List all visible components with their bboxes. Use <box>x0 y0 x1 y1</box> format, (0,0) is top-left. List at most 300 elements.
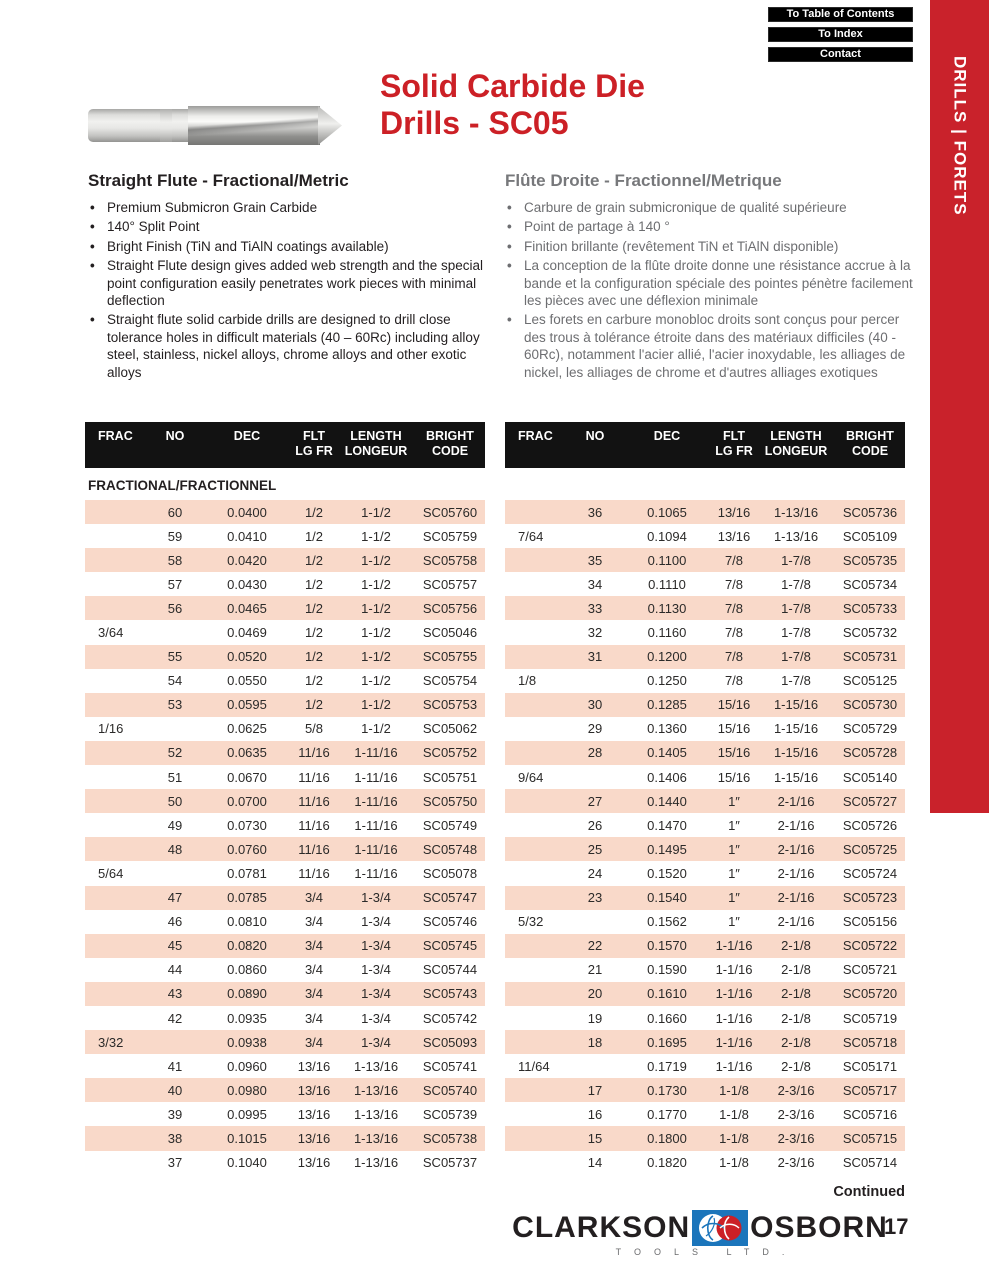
table-cell: 1/2 <box>304 673 324 689</box>
table-cell: 1-1/16 <box>715 986 753 1002</box>
table-cell: 0.0595 <box>227 697 267 713</box>
drill-table-left <box>85 422 485 1171</box>
table-cell: 0.0550 <box>227 673 267 689</box>
table-cell: 13/16 <box>297 1130 331 1146</box>
table-cell: 21 <box>587 962 603 978</box>
table-cell: SC05734 <box>842 576 898 592</box>
table-cell: 1/2 <box>304 528 324 544</box>
table-body-left <box>85 500 485 1175</box>
table-cell: 0.1200 <box>647 649 687 665</box>
table-cell: 15/16 <box>717 745 751 761</box>
table-cell: 56 <box>167 600 183 616</box>
table-cell: 1-3/4 <box>361 1034 391 1050</box>
table-cell: 1/2 <box>304 697 324 713</box>
table-cell: 1-7/8 <box>781 625 811 641</box>
table-cell: 11/16 <box>298 841 330 857</box>
table-row <box>505 982 905 1006</box>
bullet-item: • Les forets en carbure monobloc droits sont conçus pour percer des trous à tolérance étroite dans des matériaux difficiles (40 - 60Rc), notamment l'acier allié, l'acier inoxydable, les alliages de nickel, les alliages de chrome et d'autres alliages exotiques <box>505 311 915 381</box>
table-cell: 1-13/16 <box>353 1130 399 1146</box>
table-row <box>85 1102 485 1126</box>
bullet-item: • Point de partage à 140 ° <box>505 218 915 235</box>
table-row <box>505 741 905 765</box>
table-row <box>85 861 485 885</box>
table-cell: 1-11/16 <box>354 745 398 761</box>
table-row <box>505 813 905 837</box>
table-cell: 0.0785 <box>227 890 267 906</box>
table-cell: 35 <box>587 552 603 568</box>
table-cell: 43 <box>167 986 183 1002</box>
heading-french: Flûte Droite - Fractionnel/Metrique <box>505 171 782 190</box>
table-cell: SC05716 <box>842 1106 898 1122</box>
table-cell: 1-1/2 <box>361 721 391 737</box>
table-cell: 1-1/16 <box>715 962 753 978</box>
table-cell: 1-1/2 <box>361 649 391 665</box>
table-header-right <box>505 422 905 468</box>
table-cell: SC05744 <box>422 962 478 978</box>
column-header: FRAC <box>518 429 553 443</box>
table-cell: SC05737 <box>422 1155 478 1171</box>
company-logo <box>512 1210 888 1257</box>
table-cell: SC05758 <box>422 552 478 568</box>
table-cell: SC05735 <box>842 552 898 568</box>
table-cell: 5/8 <box>304 721 324 737</box>
table-row <box>505 669 905 693</box>
table-cell: 0.0465 <box>227 600 267 616</box>
column-header: BRIGHT CODE <box>426 429 474 458</box>
table-row <box>505 500 905 524</box>
table-row <box>505 524 905 548</box>
table-row <box>505 1151 905 1175</box>
table-cell: 2-1/8 <box>781 962 811 978</box>
table-row <box>85 1030 485 1054</box>
table-row <box>505 765 905 789</box>
drill-shank <box>88 109 190 142</box>
table-cell: 1″ <box>728 890 740 906</box>
table-cell: 1-3/4 <box>361 914 391 930</box>
table-row <box>85 1126 485 1150</box>
table-row <box>505 934 905 958</box>
table-row <box>85 669 485 693</box>
table-row <box>85 1151 485 1175</box>
table-cell: 1/2 <box>304 552 324 568</box>
heading-english: Straight Flute - Fractional/Metric <box>88 171 349 190</box>
continued-note: Continued <box>833 1184 905 1200</box>
table-cell: SC05740 <box>422 1082 478 1098</box>
table-cell: 0.0980 <box>227 1082 267 1098</box>
table-cell: SC05725 <box>842 841 898 857</box>
table-cell: 7/8 <box>724 600 744 616</box>
table-cell: 3/4 <box>304 1010 324 1026</box>
table-row <box>505 1006 905 1030</box>
table-cell: 0.0935 <box>227 1010 267 1026</box>
table-row <box>85 572 485 596</box>
table-cell: 1-3/4 <box>361 1010 391 1026</box>
table-cell: 1-1/2 <box>361 673 391 689</box>
column-header: LENGTH LONGEUR <box>764 429 828 458</box>
table-row <box>505 645 905 669</box>
table-cell: 0.0670 <box>227 769 267 785</box>
table-cell: 23 <box>587 890 603 906</box>
table-row <box>85 1078 485 1102</box>
table-cell: 60 <box>167 504 183 520</box>
table-cell: 3/4 <box>304 914 324 930</box>
table-cell: SC05742 <box>422 1010 478 1026</box>
table-cell: 0.1570 <box>647 938 687 954</box>
table-cell: 7/8 <box>724 576 744 592</box>
table-row <box>505 861 905 885</box>
table-cell: 0.0938 <box>227 1034 267 1050</box>
table-row <box>505 596 905 620</box>
table-cell: SC05728 <box>842 745 898 761</box>
table-cell: 0.1495 <box>647 841 687 857</box>
table-cell: SC05755 <box>422 649 478 665</box>
table-row <box>505 572 905 596</box>
table-cell: SC05757 <box>422 576 478 592</box>
table-cell: 1-11/16 <box>354 865 398 881</box>
table-cell: 55 <box>167 649 183 665</box>
table-cell: 1-1/8 <box>719 1082 749 1098</box>
table-cell: 5/64 <box>98 865 124 881</box>
table-cell: 0.1040 <box>227 1155 267 1171</box>
table-cell: 1-1/2 <box>361 552 391 568</box>
bullet-item: • Premium Submicron Grain Carbide <box>88 199 484 216</box>
bullet-item: • Finition brillante (revêtement TiN et TiAlN disponible) <box>505 238 915 255</box>
page-title-line2: Drills - SC05 <box>380 105 569 141</box>
column-header: NO <box>165 429 185 443</box>
table-cell: 14 <box>587 1155 603 1171</box>
table-row <box>505 1030 905 1054</box>
table-cell: 2-1/16 <box>777 793 815 809</box>
bullet-item: • Straight flute solid carbide drills are designed to drill close tolerance holes in difficult materials (40 – 60Rc) including alloy steel, stainless, nickel alloys, chrome alloys and other exotic alloys <box>88 311 484 381</box>
table-row <box>85 548 485 572</box>
table-cell: 0.0781 <box>227 865 267 881</box>
table-cell: 0.1730 <box>647 1082 687 1098</box>
table-row <box>85 789 485 813</box>
table-cell: 1-1/2 <box>361 528 391 544</box>
table-cell: 7/8 <box>724 625 744 641</box>
table-cell: SC05720 <box>842 986 898 1002</box>
table-cell: 1-3/4 <box>361 962 391 978</box>
table-cell: 1-13/16 <box>773 528 819 544</box>
bullet-item: • 140° Split Point <box>88 218 484 235</box>
table-cell: 0.1406 <box>647 769 687 785</box>
page-title <box>380 68 645 142</box>
table-header-left <box>85 422 485 468</box>
table-cell: 1″ <box>728 841 740 857</box>
table-cell: 18 <box>587 1034 603 1050</box>
table-cell: 2-1/8 <box>781 938 811 954</box>
table-cell: 44 <box>167 962 183 978</box>
table-cell: 2-1/8 <box>781 1010 811 1026</box>
table-cell: 39 <box>167 1106 183 1122</box>
table-cell: 0.1695 <box>647 1034 687 1050</box>
table-cell: 11/64 <box>518 1058 550 1074</box>
table-cell: SC05718 <box>842 1034 898 1050</box>
table-cell: 2-3/16 <box>777 1106 815 1122</box>
table-cell: SC05759 <box>422 528 478 544</box>
table-cell: 1-11/16 <box>354 841 398 857</box>
table-cell: 2-3/16 <box>777 1155 815 1171</box>
table-cell: 1/16 <box>98 721 124 737</box>
table-cell: 2-1/16 <box>777 865 815 881</box>
table-cell: 22 <box>587 938 603 954</box>
table-cell: 36 <box>587 504 603 520</box>
bullet-item: • Straight Flute design gives added web strength and the special point configuration easily penetrates work pieces with minimal deflection <box>88 257 484 309</box>
table-cell: 0.1110 <box>648 576 686 592</box>
table-cell: 0.1015 <box>227 1130 267 1146</box>
table-cell: 0.0760 <box>227 841 267 857</box>
table-cell: 1-15/16 <box>773 769 819 785</box>
column-header: DEC <box>653 429 681 443</box>
table-cell: 0.0430 <box>227 576 267 592</box>
table-cell: 1-7/8 <box>781 576 811 592</box>
table-cell: 7/64 <box>518 528 544 544</box>
table-cell: 7/8 <box>724 552 744 568</box>
table-cell: 1-7/8 <box>781 552 811 568</box>
table-cell: 29 <box>587 721 603 737</box>
table-cell: 19 <box>587 1010 603 1026</box>
table-cell: SC05717 <box>842 1082 898 1098</box>
table-cell: 1″ <box>728 865 740 881</box>
table-cell: SC05125 <box>842 673 898 689</box>
table-cell: 1-11/16 <box>354 793 398 809</box>
table-cell: SC05733 <box>842 600 898 616</box>
table-cell: SC05753 <box>422 697 478 713</box>
drill-product-image <box>88 98 342 152</box>
table-cell: 42 <box>167 1010 183 1026</box>
table-row <box>85 524 485 548</box>
table-cell: 0.0810 <box>227 914 267 930</box>
table-cell: 1″ <box>728 793 740 809</box>
table-cell: 13/16 <box>297 1155 331 1171</box>
table-cell: 16 <box>587 1106 603 1122</box>
table-cell: SC05746 <box>422 914 478 930</box>
drill-flutes <box>188 106 320 145</box>
table-cell: 1-1/2 <box>361 576 391 592</box>
table-cell: SC05093 <box>422 1034 478 1050</box>
table-row <box>85 645 485 669</box>
table-row <box>505 958 905 982</box>
table-cell: 0.1440 <box>647 793 687 809</box>
table-cell: 0.0700 <box>227 793 267 809</box>
table-cell: SC05745 <box>422 938 478 954</box>
table-row <box>85 500 485 524</box>
table-cell: 0.1719 <box>647 1058 687 1074</box>
table-cell: 17 <box>587 1082 603 1098</box>
table-cell: 1/8 <box>518 673 537 689</box>
table-cell: SC05078 <box>422 865 478 881</box>
table-cell: 31 <box>587 649 603 665</box>
bullet-item: • Bright Finish (TiN and TiAlN coatings available) <box>88 238 484 255</box>
table-cell: 1-1/2 <box>361 697 391 713</box>
table-cell: 13/16 <box>297 1082 331 1098</box>
column-header: FLT LG FR <box>295 429 333 458</box>
column-header: FLT LG FR <box>715 429 753 458</box>
table-cell: 53 <box>167 697 183 713</box>
nav-button[interactable]: To Index <box>768 27 913 42</box>
table-cell: 0.1610 <box>647 986 687 1002</box>
table-cell: 1-7/8 <box>781 649 811 665</box>
nav-button[interactable]: Contact <box>768 47 913 62</box>
table-row <box>85 1054 485 1078</box>
table-cell: 37 <box>167 1155 183 1171</box>
table-cell: 1-15/16 <box>773 721 819 737</box>
table-cell: 34 <box>587 576 603 592</box>
table-cell: 1-13/16 <box>773 504 819 520</box>
table-cell: 2-1/16 <box>777 914 815 930</box>
table-cell: 1/2 <box>304 649 324 665</box>
table-cell: 0.0520 <box>227 649 267 665</box>
table-row <box>505 1054 905 1078</box>
table-row <box>85 693 485 717</box>
table-row <box>85 765 485 789</box>
table-cell: SC05732 <box>842 625 898 641</box>
table-cell: 1/2 <box>304 576 324 592</box>
bullet-list-french <box>505 199 915 383</box>
table-cell: 27 <box>587 793 603 809</box>
table-cell: 0.1285 <box>647 697 687 713</box>
table-cell: 3/4 <box>304 938 324 954</box>
table-cell: 2-1/16 <box>777 841 815 857</box>
table-cell: 7/8 <box>724 649 744 665</box>
table-cell: 1-1/2 <box>361 600 391 616</box>
table-cell: 0.1770 <box>647 1106 687 1122</box>
table-cell: 1″ <box>728 817 740 833</box>
table-cell: SC05750 <box>422 793 478 809</box>
table-cell: SC05140 <box>842 769 898 785</box>
table-cell: SC05171 <box>842 1058 898 1074</box>
table-cell: 0.1540 <box>647 890 687 906</box>
table-cell: 0.1800 <box>647 1130 687 1146</box>
table-cell: 0.1130 <box>647 600 687 616</box>
table-cell: 57 <box>167 576 183 592</box>
table-cell: 1-11/16 <box>354 817 398 833</box>
drill-band <box>160 109 172 142</box>
table-cell: 59 <box>167 528 183 544</box>
table-cell: 3/4 <box>304 890 324 906</box>
table-row <box>505 1078 905 1102</box>
table-cell: SC05739 <box>422 1106 478 1122</box>
table-cell: 0.1520 <box>647 865 687 881</box>
table-row <box>85 717 485 741</box>
nav-button[interactable]: To Table of Contents <box>768 7 913 22</box>
drill-table-right <box>505 422 905 1171</box>
table-cell: SC05760 <box>422 504 478 520</box>
table-cell: 2-1/16 <box>777 817 815 833</box>
column-header: FRAC <box>98 429 133 443</box>
table-cell: 0.0410 <box>227 528 267 544</box>
table-cell: 1-3/4 <box>361 938 391 954</box>
table-cell: 26 <box>587 817 603 833</box>
table-row <box>505 886 905 910</box>
table-cell: 25 <box>587 841 603 857</box>
table-cell: 54 <box>167 673 183 689</box>
logo-text-clarkson: CLARKSON <box>512 1211 691 1244</box>
table-cell: 1-1/16 <box>715 1010 753 1026</box>
table-cell: 0.1660 <box>647 1010 687 1026</box>
table-cell: 11/16 <box>298 793 330 809</box>
table-cell: 13/16 <box>717 504 751 520</box>
table-cell: 28 <box>587 745 603 761</box>
bullet-item: • Carbure de grain submicronique de qualité supérieure <box>505 199 915 216</box>
table-cell: 11/16 <box>298 865 330 881</box>
table-cell: 2-1/8 <box>781 1034 811 1050</box>
table-cell: 1/2 <box>304 504 324 520</box>
table-cell: 1-13/16 <box>353 1155 399 1171</box>
table-cell: 48 <box>167 841 183 857</box>
table-cell: 1-1/16 <box>715 938 753 954</box>
table-cell: 13/16 <box>297 1106 331 1122</box>
table-row <box>85 741 485 765</box>
table-cell: 0.1405 <box>647 745 687 761</box>
table-section-label: FRACTIONAL/FRACTIONNEL <box>88 478 277 493</box>
table-cell: 0.1820 <box>647 1155 687 1171</box>
table-cell: 1″ <box>728 914 740 930</box>
table-cell: 1-13/16 <box>353 1106 399 1122</box>
bullet-item: • La conception de la flûte droite donne une résistance accrue à la bande et la configuration spéciale des pointes pénètre facilement les pièces avec une déflexion minimale <box>505 257 915 309</box>
table-cell: SC05729 <box>842 721 898 737</box>
table-cell: 32 <box>587 625 603 641</box>
table-row <box>505 1126 905 1150</box>
table-cell: 0.1562 <box>647 914 687 930</box>
table-cell: 1-1/8 <box>719 1130 749 1146</box>
table-cell: 1-1/2 <box>361 625 391 641</box>
table-body-right <box>505 500 905 1175</box>
table-cell: 0.1250 <box>647 673 687 689</box>
table-cell: SC05714 <box>842 1155 898 1171</box>
table-cell: SC05754 <box>422 673 478 689</box>
table-cell: 1-13/16 <box>353 1082 399 1098</box>
table-cell: 0.0730 <box>227 817 267 833</box>
table-cell: 2-3/16 <box>777 1130 815 1146</box>
nav-buttons <box>768 7 913 67</box>
column-header: NO <box>585 429 605 443</box>
page-title-line1: Solid Carbide Die <box>380 68 645 104</box>
column-header: LENGTH LONGEUR <box>344 429 408 458</box>
table-cell: 2-1/16 <box>777 890 815 906</box>
logo-text-osborn: OSBORN <box>750 1211 888 1244</box>
table-cell: 0.0469 <box>227 625 267 641</box>
table-cell: SC05731 <box>842 649 898 665</box>
table-cell: 13/16 <box>717 528 751 544</box>
table-cell: 0.1360 <box>647 721 687 737</box>
table-row <box>505 620 905 644</box>
table-cell: SC05046 <box>422 625 478 641</box>
bullet-list-english <box>88 199 484 383</box>
table-row <box>85 620 485 644</box>
drill-tip <box>318 106 342 145</box>
pinwheel-logo-icon <box>692 1210 748 1246</box>
table-cell: SC05743 <box>422 986 478 1002</box>
table-cell: 3/64 <box>98 625 124 641</box>
table-cell: 2-3/16 <box>777 1082 815 1098</box>
table-cell: 0.1094 <box>647 528 687 544</box>
table-cell: SC05062 <box>422 721 478 737</box>
table-cell: 2-1/8 <box>781 1058 811 1074</box>
table-cell: 7/8 <box>724 673 744 689</box>
column-header: BRIGHT CODE <box>846 429 894 458</box>
table-cell: SC05747 <box>422 890 478 906</box>
table-cell: 1-1/16 <box>715 1034 753 1050</box>
table-cell: SC05752 <box>422 745 478 761</box>
section-tab-label: DRILLS | FORETS <box>950 56 970 216</box>
table-cell: 3/4 <box>304 986 324 1002</box>
table-cell: 0.1065 <box>647 504 687 520</box>
table-cell: 15/16 <box>717 721 751 737</box>
table-cell: 0.0890 <box>227 986 267 1002</box>
table-cell: 1-7/8 <box>781 600 811 616</box>
table-cell: 1-15/16 <box>773 697 819 713</box>
